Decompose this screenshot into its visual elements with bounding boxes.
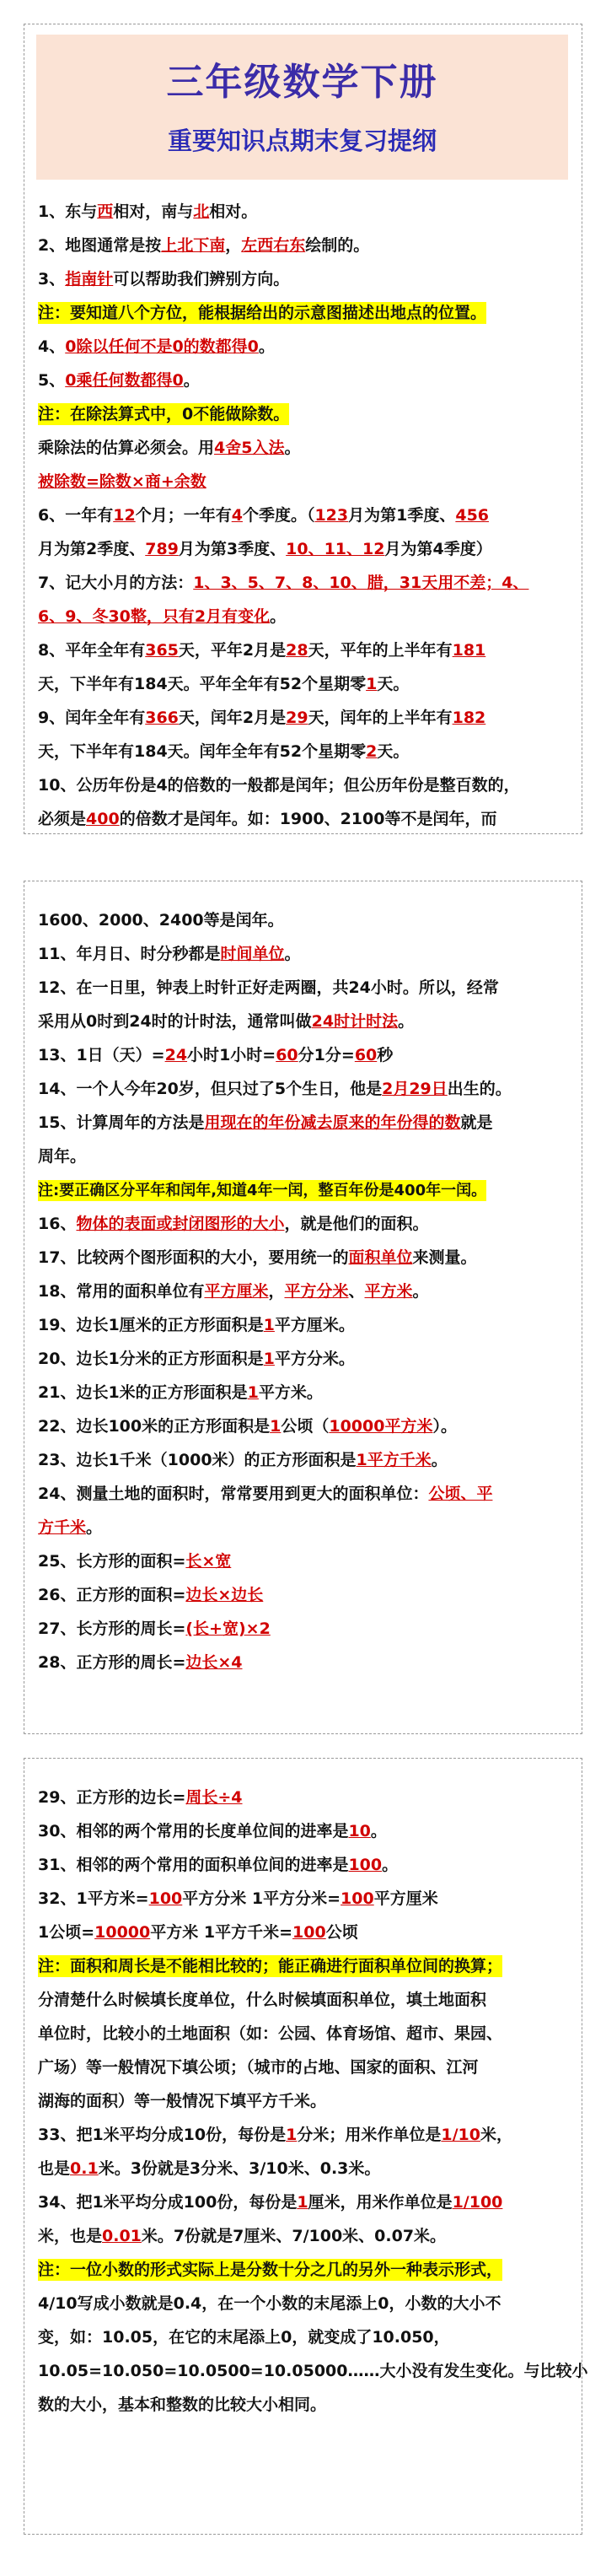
note-line: 采用从0时到24时的计时法，通常叫做24时计时法。 xyxy=(38,1012,415,1031)
page-title: 三年级数学下册 xyxy=(166,61,438,104)
formula-line: 28、正方形的周长=边长×4 xyxy=(38,1653,243,1672)
note-line: 2、地图通常是按上北下南，左西右东绘制的。 xyxy=(38,236,370,255)
note-line: 9、闰年全年有366天，闰年2月是29天，闰年的上半年有182 xyxy=(38,709,486,727)
note-line: 单位时，比较小的土地面积（如：公园、体育场馆、超市、果园、 xyxy=(38,2024,503,2043)
note-line: 18、常用的面积单位有平方厘米，平方分米、平方米。 xyxy=(38,1282,429,1301)
page-subtitle: 重要知识点期末复习提纲 xyxy=(167,127,437,155)
note-line: 30、相邻的两个常用的长度单位间的进率是10。 xyxy=(38,1822,387,1840)
note-line: 4、0除以任何不是0的数都得0。 xyxy=(38,337,275,356)
title-banner xyxy=(36,35,568,180)
notes-card-2 xyxy=(24,881,582,1734)
notes-body-1 xyxy=(38,195,571,836)
formula-line: 27、长方形的周长=(长+宽)×2 xyxy=(38,1619,271,1638)
note-line: 分清楚什么时候填长度单位，什么时候填面积单位，填土地面积 xyxy=(38,1991,487,2009)
notes-body-3 xyxy=(38,1781,588,2422)
note-line: 16、物体的表面或封闭图形的大小，就是他们的面积。 xyxy=(38,1215,429,1233)
highlight-note: 注：面积和周长是不能相比较的；能正确进行面积单位间的换算； xyxy=(38,1957,503,1975)
note-line: 广场）等一般情况下填公顷；（城市的占地、国家的面积、江河 xyxy=(38,2058,479,2077)
highlight-note: 注:要正确区分平年和闰年,知道4年一闰，整百年份是400年一闰。 xyxy=(38,1182,487,1199)
note-line: 1、东与西相对，南与北相对。 xyxy=(38,202,258,221)
notes-card-3 xyxy=(24,1758,588,2535)
note-line: 17、比较两个图形面积的大小，要用统一的面积单位来测量。 xyxy=(38,1248,477,1267)
note-line: 7、记大小月的方法：1、3、5、7、8、10、腊，31天用不差；4、 xyxy=(38,574,529,592)
note-line: 32、1平方米=100平方分米 1平方分米=100平方厘米 xyxy=(38,1889,438,1908)
notes-body-2 xyxy=(38,903,571,1679)
note-line: 19、边长1厘米的正方形面积是1平方厘米。 xyxy=(38,1316,355,1334)
note-line: 天，下半年有184天。平年全年有52个星期零1天。 xyxy=(38,675,410,693)
note-line: 3、指南针可以帮助我们辨别方向。 xyxy=(38,270,290,288)
formula-line: 25、长方形的面积=长×宽 xyxy=(38,1552,232,1571)
note-line: 24、测量土地的面积时，常常要用到更大的面积单位：公顷、平 xyxy=(38,1485,493,1503)
note-line: 5、0乘任何数都得0。 xyxy=(38,371,200,390)
note-line: 周年。 xyxy=(38,1147,87,1166)
note-line: 12、在一日里，钟表上时针正好走两圈，共24小时。所以，经常 xyxy=(38,978,499,997)
highlight-note: 注：一位小数的形式实际上是分数十分之几的另外一种表示形式， xyxy=(38,2261,503,2279)
note-line: 21、边长1米的正方形面积是1平方米。 xyxy=(38,1383,323,1402)
note-line: 15、计算周年的方法是用现在的年份减去原来的年份得的数就是 xyxy=(38,1113,493,1132)
note-line: 13、1日（天）=24小时1小时=60分1分=60秒 xyxy=(38,1046,394,1064)
note-line: 22、边长100米的正方形面积是1公顷（10000平方米）。 xyxy=(38,1417,457,1436)
note-line: 14、一个人今年20岁，但只过了5个生日，他是2月29日出生的。 xyxy=(38,1080,512,1098)
note-line: 也是0.1米。3份就是3分米、3/10米、0.3米。 xyxy=(38,2159,381,2178)
note-line: 33、把1米平均分成10份，每份是1分米；用米作单位是1/10米， xyxy=(38,2126,512,2144)
note-line: 变，如：10.05，在它的末尾添上0，就变成了10.050， xyxy=(38,2328,450,2347)
formula-line: 29、正方形的边长=周长÷4 xyxy=(38,1788,243,1807)
note-line: 20、边长1分米的正方形面积是1平方分米。 xyxy=(38,1350,355,1368)
note-line: 湖海的面积）等一般情况下填平方千米。 xyxy=(38,2092,327,2110)
note-line: 6、9、冬30整，只有2月有变化。 xyxy=(38,607,287,626)
note-line: 31、相邻的两个常用的面积单位间的进率是100。 xyxy=(38,1856,399,1874)
note-line: 数的大小，基本和整数的比较大小相同。 xyxy=(38,2395,327,2414)
note-line: 23、边长1千米（1000米）的正方形面积是1平方千米。 xyxy=(38,1451,448,1469)
note-line: 1600、2000、2400等是闰年。 xyxy=(38,911,284,930)
note-line: 米，也是0.01米。7份就是7厘米、7/100米、0.07米。 xyxy=(38,2227,447,2245)
note-line: 必须是400的倍数才是闰年。如：1900、2100等不是闰年，而 xyxy=(38,810,497,828)
highlight-note: 注：要知道八个方位，能根据给出的示意图描述出地点的位置。 xyxy=(38,304,487,322)
note-line: 4/10写成小数就是0.4，在一个小数的末尾添上0，小数的大小不 xyxy=(38,2294,501,2313)
note-line: 方千米。 xyxy=(38,1518,103,1537)
note-line: 34、把1米平均分成100份，每份是1厘米，用米作单位是1/100 xyxy=(38,2193,503,2212)
note-line: 10.05=10.050=10.0500=10.05000……大小没有发生变化。与比较小 xyxy=(38,2362,588,2380)
notes-card-1 xyxy=(24,24,582,834)
formula-line: 26、正方形的面积=边长×边长 xyxy=(38,1586,264,1604)
note-line: 月为第2季度、789月为第3季度、10、11、12月为第4季度） xyxy=(38,540,492,558)
note-line: 1公顷=10000平方米 1平方千米=100公顷 xyxy=(38,1923,358,1942)
note-line: 11、年月日、时分秒都是时间单位。 xyxy=(38,945,301,963)
highlight-note: 注：在除法算式中，0不能做除数。 xyxy=(38,405,290,423)
note-line: 8、平年全年有365天，平年2月是28天，平年的上半年有181 xyxy=(38,641,486,660)
formula-line: 被除数=除数×商+余数 xyxy=(38,472,206,491)
note-line: 乘除法的估算必须会。用4舍5入法。 xyxy=(38,439,301,457)
note-line: 6、一年有12个月；一年有4个季度。（123月为第1季度、456 xyxy=(38,506,490,525)
note-line: 10、公历年份是4的倍数的一般都是闰年；但公历年份是整百数的， xyxy=(38,776,520,795)
note-line: 天，下半年有184天。闰年全年有52个星期零2天。 xyxy=(38,742,410,761)
